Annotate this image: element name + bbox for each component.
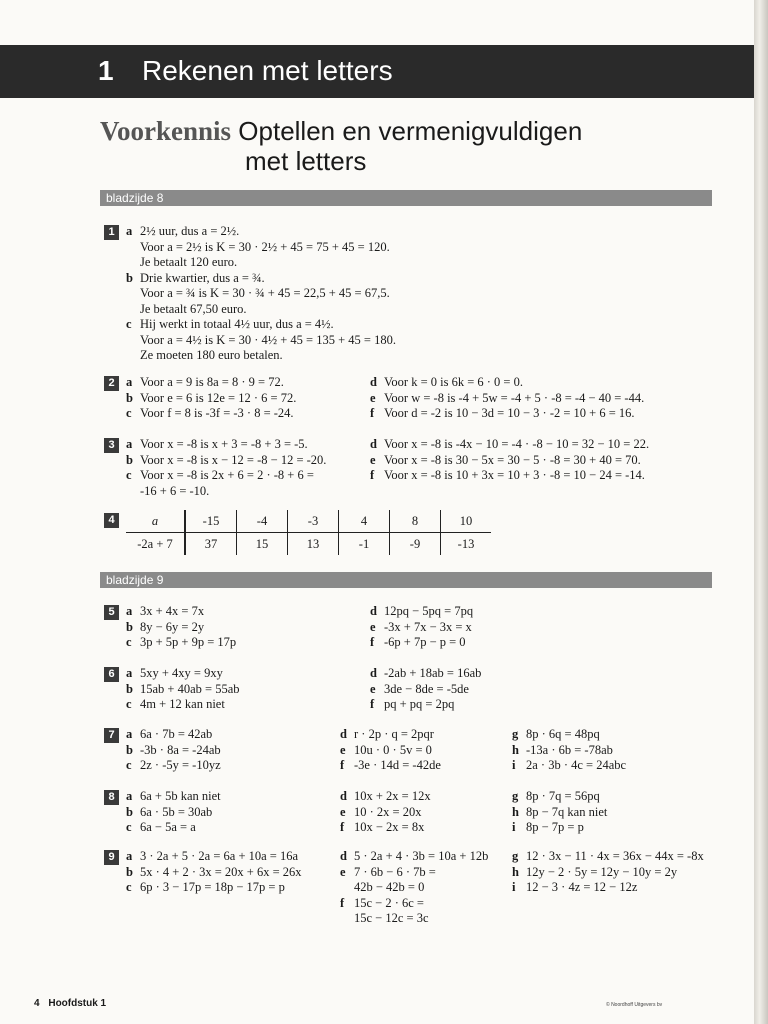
answer-text: 3 · 2a + 5 · 2a = 6a + 10a = 16a — [140, 849, 299, 863]
answer-letter: d — [340, 849, 347, 863]
answer-letter: c — [126, 880, 132, 894]
exercise-number: 6 — [104, 667, 119, 682]
answer-text: 5x · 4 + 2 · 3x = 20x + 6x = 26x — [140, 864, 302, 879]
answer-line — [126, 682, 240, 698]
answer-letter: c — [126, 317, 132, 331]
answer-line — [126, 317, 396, 333]
exercise-2-left — [126, 375, 296, 422]
answer-letter: h — [512, 864, 519, 879]
answer-text: Drie kwartier, dus a = ¾. — [140, 270, 265, 285]
exercise-6-left — [126, 666, 240, 713]
answer-text: 10x − 2x = 8x — [354, 820, 425, 834]
answer-text: Voor x = -8 is 10 + 3x = 10 + 3 · -8 = 10 − 24 = -14. — [384, 468, 645, 482]
answer-line — [512, 880, 704, 896]
answer-line — [126, 224, 396, 240]
answer-letter: f — [370, 635, 375, 649]
answer-line — [370, 406, 644, 422]
answer-line — [126, 666, 240, 682]
copyright: © Noordhoff Uitgevers bv — [606, 1002, 663, 1008]
answer-text: Voor w = -8 is -4 + 5w = -4 + 5 · -8 = -4 − 40 = -44. — [384, 390, 645, 405]
answer-letter: d — [340, 789, 347, 803]
heading-kicker: Voorkennis — [100, 116, 232, 146]
exercise-number: 9 — [104, 850, 119, 865]
section-heading — [100, 116, 582, 176]
answer-line — [512, 820, 607, 836]
page-footer — [34, 998, 106, 1009]
answer-letter: f — [340, 820, 345, 834]
answer-line — [370, 468, 649, 484]
answer-line — [370, 391, 644, 407]
answer-letter: b — [126, 681, 133, 696]
answer-line — [126, 468, 326, 484]
answer-line — [340, 789, 431, 805]
answer-text: Voor k = 0 is 6k = 6 · 0 = 0. — [384, 375, 523, 389]
exercise-8-col3 — [512, 789, 607, 836]
answer-text: Voor f = 8 is -3f = -3 · 8 = -24. — [140, 406, 294, 420]
answer-letter: i — [512, 758, 516, 772]
answer-text: 2z · -5y = -10yz — [140, 758, 221, 772]
answer-line — [340, 758, 441, 774]
exercise-number: 1 — [104, 225, 119, 240]
answer-text: 10u · 0 · 5v = 0 — [354, 742, 432, 757]
answer-line — [512, 865, 704, 881]
exercise-3-left — [126, 437, 326, 499]
answer-line — [370, 437, 649, 453]
answer-line — [370, 697, 481, 713]
answer-line — [126, 849, 302, 865]
answer-letter: f — [370, 468, 375, 482]
exercise-9-col3 — [512, 849, 704, 896]
answer-letter: c — [126, 406, 132, 420]
answer-line — [126, 375, 296, 391]
chapter-label: Hoofdstuk 1 — [48, 998, 107, 1009]
answer-letter: e — [370, 619, 376, 634]
exercise-9-col2 — [340, 849, 488, 927]
answer-letter: e — [340, 742, 346, 757]
answer-letter: h — [512, 742, 519, 757]
answer-text: Voor a = 4½ is K = 30 · 4½ + 45 = 135 + 45 = 180. — [140, 332, 396, 347]
answer-text: 8p · 6q = 48pq — [526, 727, 600, 741]
section-bar-page9: bladzijde 9 — [100, 572, 712, 588]
answer-text: pq + pq = 2pq — [384, 697, 455, 711]
chapter-title: Rekenen met letters — [142, 55, 393, 86]
answer-text: 8p − 7q kan niet — [526, 804, 608, 819]
answer-line — [340, 743, 441, 759]
exercise-1 — [126, 224, 396, 364]
answer-text: 15c − 12c = 3c — [354, 911, 429, 925]
table-header-cell: -2a + 7 — [137, 536, 173, 551]
answer-line — [126, 255, 396, 271]
answer-text: 8p · 7q = 56pq — [526, 789, 600, 803]
answer-line — [126, 453, 326, 469]
answer-text: Voor d = -2 is 10 − 3d = 10 − 3 · -2 = 10 + 6 = 16. — [384, 406, 635, 420]
answer-line — [126, 604, 236, 620]
answer-letter: b — [126, 804, 133, 819]
answer-letter: g — [512, 849, 519, 863]
answer-text: 12y − 2 · 5y = 12y − 10y = 2y — [526, 864, 678, 879]
answer-text: 2a · 3b · 4c = 24abc — [526, 758, 627, 772]
exercise-2-right — [370, 375, 644, 422]
answer-text: Je betaalt 120 euro. — [140, 255, 238, 269]
answer-text: 6a + 5b kan niet — [140, 789, 221, 803]
exercise-7-col2 — [340, 727, 441, 774]
table-cell: 8 — [390, 510, 441, 533]
answer-text: 6a · 5b = 30ab — [140, 804, 213, 819]
answer-letter: d — [340, 727, 347, 741]
table-cell: -13 — [441, 533, 492, 556]
answer-text: -13a · 6b = -78ab — [526, 742, 613, 757]
answer-line — [370, 682, 481, 698]
answer-text: -16 + 6 = -10. — [140, 483, 210, 498]
answer-line — [340, 849, 488, 865]
answer-text: 42b − 42b = 0 — [354, 880, 425, 894]
answer-letter: a — [126, 849, 133, 863]
heading-line1: Optellen en vermenigvuldigen — [238, 116, 583, 146]
answer-line — [126, 880, 302, 896]
answer-letter: b — [126, 619, 133, 634]
answer-text: 12pq − 5pq = 7pq — [384, 604, 474, 618]
answer-line — [126, 620, 236, 636]
exercise-7-col3 — [512, 727, 626, 774]
answer-line — [126, 240, 396, 256]
exercise-8-col1 — [126, 789, 221, 836]
answer-letter: a — [126, 437, 133, 451]
exercise-9-col1 — [126, 849, 302, 896]
answer-letter: b — [126, 270, 133, 285]
table-cell: -3 — [288, 510, 339, 533]
section-bar-page8: bladzijde 8 — [100, 190, 712, 206]
exercise-7-col1 — [126, 727, 221, 774]
answer-letter: c — [126, 635, 132, 649]
answer-letter: f — [370, 406, 375, 420]
answer-letter: f — [370, 697, 375, 711]
value-table — [126, 510, 491, 555]
table-cell: 37 — [185, 533, 237, 556]
answer-text: 8p − 7p = p — [526, 820, 584, 834]
table-header-cell: a — [126, 510, 185, 533]
answer-letter: a — [126, 666, 133, 680]
answer-text: -2ab + 18ab = 16ab — [384, 666, 482, 680]
answer-text: Voor a = ¾ is K = 30 · ¾ + 45 = 22,5 + 45 = 67,5. — [140, 286, 390, 300]
answer-letter: f — [340, 895, 345, 910]
answer-letter: d — [370, 604, 377, 618]
answer-text: Voor x = -8 is x − 12 = -8 − 12 = -20. — [140, 452, 327, 467]
answer-text: Voor a = 9 is 8a = 8 · 9 = 72. — [140, 375, 284, 389]
answer-letter: d — [370, 437, 377, 451]
answer-text: Hij werkt in totaal 4½ uur, dus a = 4½. — [140, 317, 334, 331]
answer-letter: e — [370, 390, 376, 405]
table-cell: 10 — [441, 510, 492, 533]
answer-letter: i — [512, 820, 516, 834]
answer-line — [340, 911, 488, 927]
answer-line — [340, 865, 488, 881]
answer-line — [370, 375, 644, 391]
answer-text: -6p + 7p − p = 0 — [384, 635, 466, 649]
answer-text: 7 · 6b − 6 · 7b = — [354, 864, 436, 879]
answer-letter: a — [126, 789, 133, 803]
answer-line — [126, 302, 396, 318]
answer-line — [126, 758, 221, 774]
answer-text: Voor x = -8 is -4x − 10 = -4 · -8 − 10 = 32 − 10 = 22. — [384, 437, 650, 451]
table-cell: 13 — [288, 533, 339, 556]
answer-letter: i — [512, 880, 516, 894]
exercise-number: 8 — [104, 790, 119, 805]
answer-text: Voor x = -8 is 30 − 5x = 30 − 5 · -8 = 30 + 40 = 70. — [384, 452, 641, 467]
answer-letter: b — [126, 452, 133, 467]
answer-letter: b — [126, 864, 133, 879]
answer-text: Ze moeten 180 euro betalen. — [140, 348, 283, 362]
answer-line — [126, 789, 221, 805]
answer-line — [126, 484, 326, 500]
answer-text: -3x + 7x − 3x = x — [384, 619, 472, 634]
answer-line — [370, 666, 481, 682]
page-edge — [754, 0, 768, 1024]
answer-text: 5 · 2a + 4 · 3b = 10a + 12b — [354, 849, 489, 863]
answer-line — [126, 437, 326, 453]
answer-line — [370, 635, 473, 651]
answer-line — [126, 391, 296, 407]
exercise-number: 5 — [104, 605, 119, 620]
answer-line — [126, 697, 240, 713]
answer-line — [126, 271, 396, 287]
answer-text: 5xy + 4xy = 9xy — [140, 666, 223, 680]
answer-text: Voor x = -8 is x + 3 = -8 + 3 = -5. — [140, 437, 308, 451]
answer-text: 6a − 5a = a — [140, 820, 196, 834]
answer-line — [512, 743, 626, 759]
answer-text: -3b · 8a = -24ab — [140, 742, 221, 757]
answer-text: Je betaalt 67,50 euro. — [140, 301, 247, 316]
answer-text: 6p · 3 − 17p = 18p − 17p = p — [140, 880, 285, 894]
answer-text: 6a · 7b = 42ab — [140, 727, 213, 741]
answer-line — [340, 727, 441, 743]
answer-text: 10 · 2x = 20x — [354, 804, 422, 819]
answer-line — [512, 789, 607, 805]
answer-text: Voor a = 2½ is K = 30 · 2½ + 45 = 75 + 45 = 120. — [140, 239, 390, 254]
answer-letter: h — [512, 804, 519, 819]
answer-line — [126, 348, 396, 364]
answer-text: 12 · 3x − 11 · 4x = 36x − 44x = -8x — [526, 849, 704, 863]
table-cell: -15 — [185, 510, 237, 533]
answer-text: 3de − 8de = -5de — [384, 681, 469, 696]
answer-line — [340, 896, 488, 912]
exercise-number: 4 — [104, 513, 119, 528]
answer-letter: d — [370, 666, 377, 680]
answer-letter: b — [126, 742, 133, 757]
answer-letter: a — [126, 224, 133, 238]
answer-text: -3e · 14d = -42de — [354, 758, 441, 772]
answer-letter: g — [512, 727, 519, 741]
exercise-3-right — [370, 437, 649, 484]
answer-letter: b — [126, 390, 133, 405]
answer-line — [126, 820, 221, 836]
answer-line — [126, 406, 296, 422]
answer-line — [512, 727, 626, 743]
exercise-5-right — [370, 604, 473, 651]
table-cell: -1 — [339, 533, 390, 556]
answer-text: 8y − 6y = 2y — [140, 619, 205, 634]
answer-letter: e — [340, 864, 346, 879]
table-cell: 15 — [237, 533, 288, 556]
answer-letter: c — [126, 820, 132, 834]
answer-line — [126, 743, 221, 759]
answer-line — [512, 849, 704, 865]
answer-letter: d — [370, 375, 377, 389]
answer-line — [340, 805, 431, 821]
chapter-number: 1 — [98, 55, 114, 86]
answer-line — [370, 453, 649, 469]
answer-text: Voor x = -8 is 2x + 6 = 2 · -8 + 6 = — [140, 468, 314, 482]
exercise-number: 3 — [104, 438, 119, 453]
exercise-6-right — [370, 666, 481, 713]
answer-letter: e — [370, 452, 376, 467]
answer-letter: a — [126, 375, 133, 389]
page-number: 4 — [34, 998, 40, 1009]
exercise-number: 7 — [104, 728, 119, 743]
answer-text: 4m + 12 kan niet — [140, 697, 225, 711]
answer-letter: f — [340, 758, 345, 772]
answer-line — [512, 758, 626, 774]
answer-letter: g — [512, 789, 519, 803]
answer-line — [126, 333, 396, 349]
answer-line — [370, 604, 473, 620]
table-cell: 4 — [339, 510, 390, 533]
answer-letter: c — [126, 468, 132, 482]
chapter-header — [0, 45, 754, 98]
answer-text: 12 − 3 · 4z = 12 − 12z — [526, 880, 638, 894]
exercise-5-left — [126, 604, 236, 651]
heading-line2: met letters — [245, 146, 367, 176]
answer-text: 3p + 5p + 9p = 17p — [140, 635, 237, 649]
answer-letter: a — [126, 727, 133, 741]
answer-line — [340, 820, 431, 836]
exercise-8-col2 — [340, 789, 431, 836]
answer-text: 15c − 2 · 6c = — [354, 895, 424, 910]
table-cell: -9 — [390, 533, 441, 556]
answer-line — [126, 286, 396, 302]
answer-text: 3x + 4x = 7x — [140, 604, 205, 618]
table-row — [126, 533, 491, 556]
table-cell: -4 — [237, 510, 288, 533]
answer-letter: a — [126, 604, 133, 618]
answer-text: 15ab + 40ab = 55ab — [140, 681, 240, 696]
answer-line — [512, 805, 607, 821]
answer-text: r · 2p · q = 2pqr — [354, 727, 434, 741]
answer-text: 10x + 2x = 12x — [354, 789, 431, 803]
answer-letter: c — [126, 758, 132, 772]
answer-line — [126, 805, 221, 821]
answer-letter: c — [126, 697, 132, 711]
answer-letter: e — [370, 681, 376, 696]
answer-letter: e — [340, 804, 346, 819]
answer-text: 2½ uur, dus a = 2½. — [140, 224, 240, 238]
answer-line — [370, 620, 473, 636]
exercise-number: 2 — [104, 376, 119, 391]
answer-line — [126, 727, 221, 743]
answer-text: Voor e = 6 is 12e = 12 · 6 = 72. — [140, 390, 297, 405]
answer-line — [126, 635, 236, 651]
answer-line — [340, 880, 488, 896]
answer-line — [126, 865, 302, 881]
table-row — [126, 510, 491, 533]
